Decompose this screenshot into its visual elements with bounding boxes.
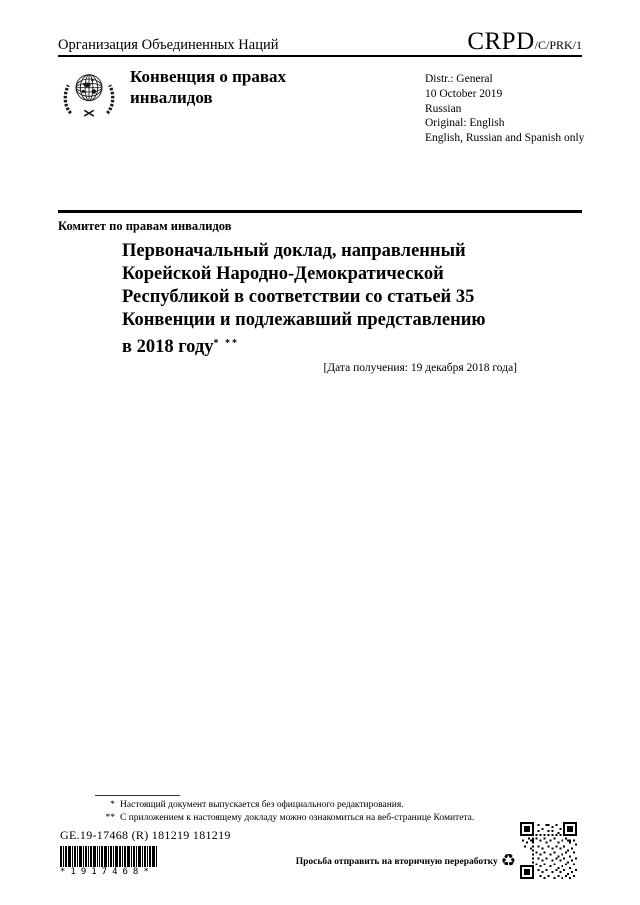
un-emblem-icon bbox=[60, 66, 118, 118]
footnote-divider bbox=[95, 795, 180, 796]
date-line: 10 October 2019 bbox=[425, 87, 503, 100]
committee-name: Комитет по правам инвалидов bbox=[58, 219, 232, 233]
convention-title-line2: инвалидов bbox=[130, 88, 213, 107]
availability-line: English, Russian and Spanish only bbox=[425, 132, 585, 145]
barcode-label: *1917468* bbox=[60, 867, 154, 877]
title-line: Конвенции и подлежавший представлению bbox=[122, 310, 486, 330]
document-title bbox=[122, 240, 522, 359]
recycle-note: Просьба отправить на вторичную переработку ♻ bbox=[295, 851, 516, 871]
title-line: Республикой в соответствии со статьей 35 bbox=[122, 287, 475, 307]
ge-number: GE.19-17468 (R) 181219 181219 bbox=[60, 828, 231, 842]
received-date: [Дата получения: 19 декабря 2018 года] bbox=[323, 362, 517, 374]
recycle-icon: ♻ bbox=[500, 851, 516, 871]
organization-name: Организация Объединенных Наций bbox=[58, 37, 279, 53]
section-divider bbox=[58, 210, 582, 213]
language-line: Russian bbox=[425, 102, 462, 115]
title-footnote-markers: * ** bbox=[213, 338, 240, 349]
distr-line: Distr.: General bbox=[425, 73, 493, 85]
header-divider bbox=[58, 55, 582, 57]
footnote-1: * Настоящий документ выпускается без официального редактирования. bbox=[110, 800, 404, 810]
title-line: Первоначальный доклад, направленный bbox=[122, 241, 466, 261]
footnotes bbox=[95, 799, 535, 825]
distribution-block bbox=[425, 72, 584, 146]
title-line: Корейской Народно-Демократической bbox=[122, 264, 444, 284]
convention-title bbox=[130, 66, 286, 108]
document-symbol bbox=[467, 28, 582, 56]
document-symbol-main: CRPD bbox=[467, 28, 535, 55]
document-symbol-sub: /C/PRK/1 bbox=[534, 38, 582, 52]
barcode bbox=[60, 846, 157, 867]
original-language-line: Original: English bbox=[425, 117, 505, 130]
convention-title-line1: Конвенция о правах bbox=[130, 67, 287, 86]
footnote-2: ** С приложением к настоящему докладу можно ознакомиться на веб-странице Комитета. bbox=[105, 813, 475, 823]
qr-code bbox=[520, 822, 577, 879]
title-line-last: в 2018 году* ** bbox=[122, 337, 240, 357]
